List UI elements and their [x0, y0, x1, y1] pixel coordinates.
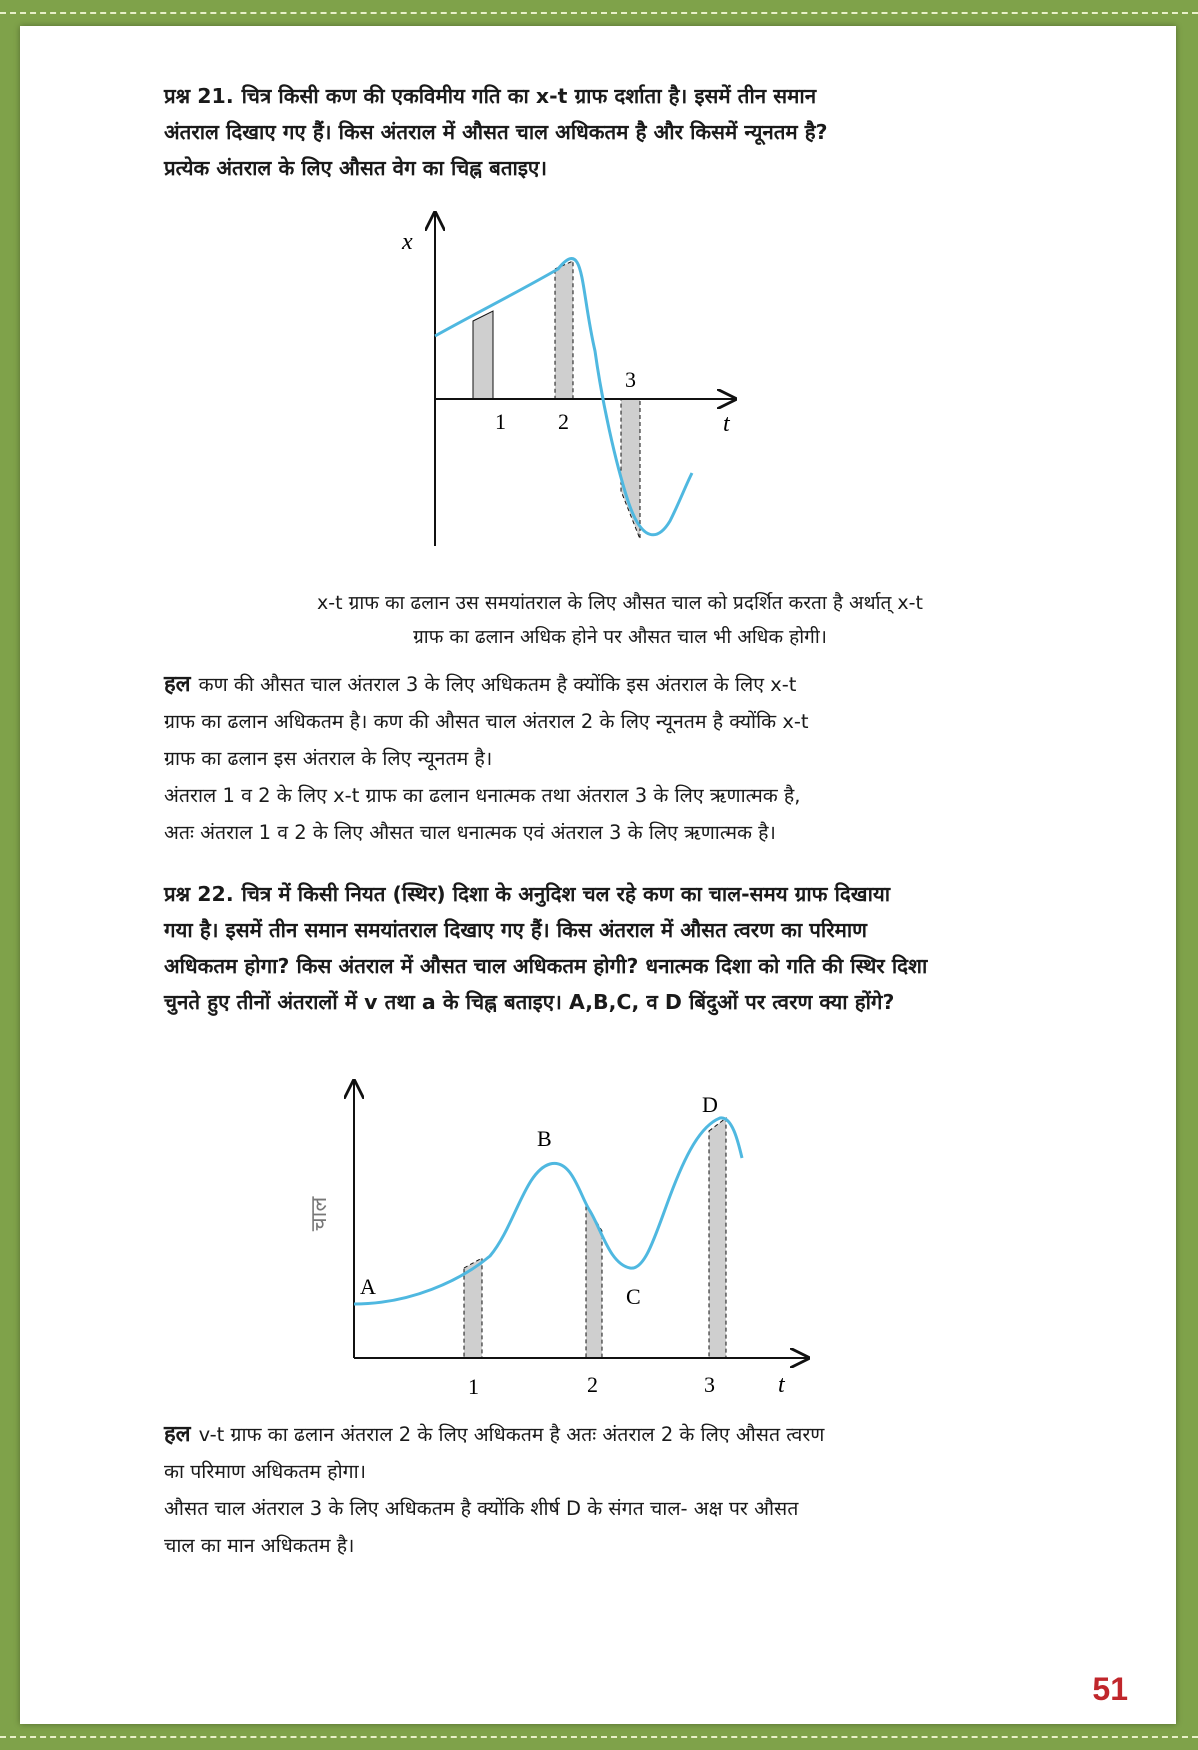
answer-21: [164, 666, 1044, 851]
answer-22-line-2: का परिमाण अधिकतम होगा।: [164, 1460, 367, 1483]
question-22: [164, 876, 1044, 1020]
answer-22-hal: हल: [164, 1422, 191, 1447]
question-22-line-1: चित्र में किसी नियत (स्थिर) दिशा के अनुदिश चल रहे कण का चाल-समय ग्राफ दिखाया: [241, 882, 891, 906]
xt-graph-figure: [380, 191, 780, 561]
interval-1-label: 1: [495, 409, 506, 434]
answer-21-line-2: ग्राफ का ढलान अधिकतम है। कण की औसत चाल अंतराल 2 के लिए न्यूनतम है क्योंकि x-t: [164, 710, 809, 733]
caption-1-line-1: x-t ग्राफ का ढलान उस समयांतराल के लिए औसत चाल को प्रदर्शित करता है अर्थात् x-t: [317, 592, 923, 614]
speed-time-graph-figure: [307, 1046, 830, 1406]
question-21-label: प्रश्न 21.: [164, 84, 234, 108]
point-b-label: B: [537, 1126, 552, 1151]
answer-21-line-4: अंतराल 1 व 2 के लिए x-t ग्राफ का ढलान धनात्मक तथा अंतराल 3 के लिए ऋणात्मक है,: [164, 784, 801, 807]
xt-y-axis-label: x: [402, 229, 413, 255]
interval-3-shade: [621, 399, 640, 539]
answer-22-line-1: v-t ग्राफ का ढलान अंतराल 2 के लिए अधिकतम है अतः अंतराल 2 के लिए औसत त्वरण: [198, 1423, 825, 1446]
question-21-line-2: अंतराल दिखाए गए हैं। किस अंतराल में औसत चाल अधिकतम है और किसमें न्यूनतम है?: [164, 120, 828, 144]
point-d-label: D: [702, 1092, 718, 1117]
question-21-line-3: प्रत्येक अंतराल के लिए औसत वेग का चिह्न बताइए।: [164, 156, 548, 180]
interval-2-label: 2: [587, 1372, 598, 1397]
question-22-label: प्रश्न 22.: [164, 882, 234, 906]
textbook-page: [20, 26, 1176, 1724]
interval-2-shade: [555, 261, 573, 399]
answer-21-line-5: अतः अंतराल 1 व 2 के लिए औसत चाल धनात्मक एवं अंतराल 3 के लिए ऋणात्मक है।: [164, 821, 776, 844]
answer-22-line-3: औसत चाल अंतराल 3 के लिए अधिकतम है क्योंकि शीर्ष D के संगत चाल- अक्ष पर औसत: [164, 1497, 799, 1520]
interval-2-label: 2: [558, 409, 569, 434]
interval-3-label: 3: [704, 1372, 715, 1397]
answer-21-hal: हल: [164, 672, 191, 697]
bottom-border-dashes: [0, 1736, 1198, 1738]
question-22-line-3: अधिकतम होगा? किस अंतराल में औसत चाल अधिकतम होगी? धनात्मक दिशा को गति की स्थिर दिशा: [164, 954, 928, 978]
answer-22-line-4: चाल का मान अधिकतम है।: [164, 1534, 355, 1557]
question-21-line-1: चित्र किसी कण की एकविमीय गति का x-t ग्राफ दर्शाता है। इसमें तीन समान: [241, 84, 817, 108]
interval-1-label: 1: [468, 1374, 479, 1399]
figure-1-caption: [190, 586, 1050, 654]
answer-21-line-1: कण की औसत चाल अंतराल 3 के लिए अधिकतम है क्योंकि इस अंतराल के लिए x-t: [198, 673, 797, 696]
question-22-line-2: गया है। इसमें तीन समान समयांतराल दिखाए गए हैं। किस अंतराल में औसत त्वरण का परिमाण: [164, 918, 867, 942]
vt-x-axis-label: t: [778, 1372, 785, 1398]
answer-21-line-3: ग्राफ का ढलान इस अंतराल के लिए न्यूनतम है।: [164, 747, 493, 770]
vt-y-axis-label: चाल: [307, 1196, 332, 1232]
top-border-dashes: [0, 12, 1198, 14]
point-a-label: A: [360, 1274, 376, 1299]
point-c-label: C: [626, 1284, 641, 1309]
page-number: 51: [1092, 1671, 1128, 1707]
interval-3-label: 3: [625, 367, 636, 392]
answer-22: [164, 1416, 1044, 1564]
caption-1-line-2: ग्राफ का ढलान अधिक होने पर औसत चाल भी अधिक होगी।: [413, 626, 827, 648]
interval-1-shade: [473, 311, 493, 399]
question-21: [164, 78, 1044, 186]
interval-3-shade: [709, 1118, 726, 1358]
question-22-line-4: चुनते हुए तीनों अंतरालों में v तथा a के चिह्न बताइए। A,B,C, व D बिंदुओं पर त्वरण क्या होंगे?: [164, 990, 895, 1014]
xt-x-axis-label: t: [723, 411, 730, 437]
